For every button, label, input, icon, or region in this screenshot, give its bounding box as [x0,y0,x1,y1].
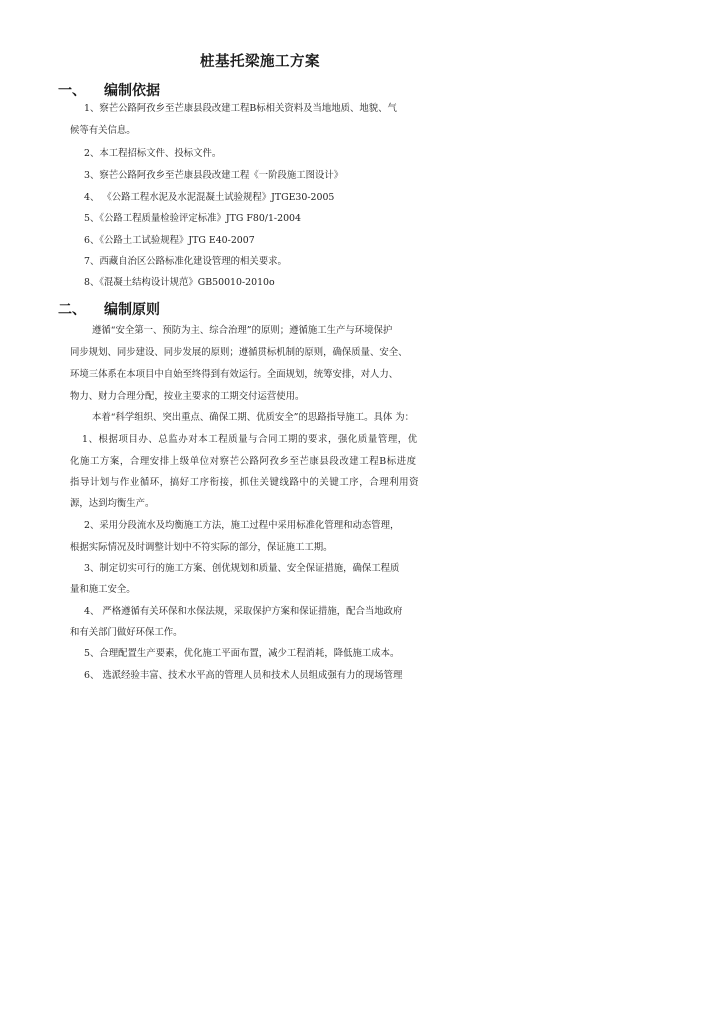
principle-line: 1、根据项目办、总监办对本工程质量与合同工期的要求，强化质量管理，优 [82,434,418,445]
principle-line: 根据实际情况及时调整计划中不符实际的部分，保证施工工期。 [70,542,333,553]
section-heading-principles [58,299,160,319]
principle-line: 和有关部门做好环保工作。 [70,627,183,638]
section-number: 二、 [58,302,86,318]
basis-line: 5、《公路工程质量检验评定标准》JTG F80/1-2004 [84,213,301,224]
section-heading-basis [58,80,160,100]
principle-line: 遵循“安全第一、预防为主、综合治理”的原则；遵循施工生产与环境保护 [92,325,393,336]
principle-line: 指导计划与作业循环，搞好工序衔接，抓住关键线路中的关键工序，合理利用资 [70,477,420,488]
principle-line: 本着“科学组织、突出重点、确保工期、优质安全”的思路指导施工。具体 为： [92,412,414,423]
basis-line: 2、本工程招标文件、投标文件。 [84,148,222,159]
principle-line: 6、 选派经验丰富、技术水平高的管理人员和技术人员组成强有力的现场管理 [84,670,403,681]
principle-line: 环境三体系在本项目中自始至终得到有效运行。全面规划，统筹安排，对人力、 [70,369,399,380]
section-number: 一、 [58,83,86,99]
principle-line: 同步规划、同步建设、同步发展的原则；遵循贯标机制的原则，确保质量、安全、 [70,347,408,358]
basis-line: 8、《混凝土结构设计规范》GB50010-2010o [84,277,275,288]
basis-line: 7、西藏自治区公路标准化建设管理的相关要求。 [84,256,287,267]
principle-line: 源，达到均衡生产。 [70,498,155,509]
principle-line: 4、 严格遵循有关环保和水保法规，采取保护方案和保证措施，配合当地政府 [84,606,403,617]
basis-line: 3、察芒公路阿孜乡至芒康县段改建工程《一阶段施工图设计》 [84,170,344,181]
principle-line: 量和施工安全。 [70,584,136,595]
basis-line: 1、察芒公路阿孜乡至芒康县段改建工程B标相关资料及当地地质、地貌、气 [84,103,397,114]
section-title: 编制原则 [104,302,160,318]
principle-line: 5、合理配置生产要素，优化施工平面布置，减少工程消耗，降低施工成本。 [84,648,400,659]
basis-line: 6、《公路土工试验规程》JTG E40-2007 [84,235,255,246]
basis-line: 候等有关信息。 [70,125,136,136]
principle-line: 3、制定切实可行的施工方案、创优规划和质量、安全保证措施，确保工程质 [84,563,400,574]
principle-line: 化施工方案，合理安排上级单位对察芒公路阿孜乡至芒康县段改建工程B标进度 [70,456,417,467]
document-title: 桩基托梁施工方案 [200,54,320,70]
basis-line: 4、 《公路工程水泥及水泥混凝土试验规程》JTGE30-2005 [84,192,335,203]
principle-line: 2、采用分段流水及均衡施工方法，施工过程中采用标准化管理和动态管理， [84,520,400,531]
section-title: 编制依据 [104,83,160,99]
principle-line: 物力、财力合理分配，按业主要求的工期交付运营使用。 [70,391,305,402]
